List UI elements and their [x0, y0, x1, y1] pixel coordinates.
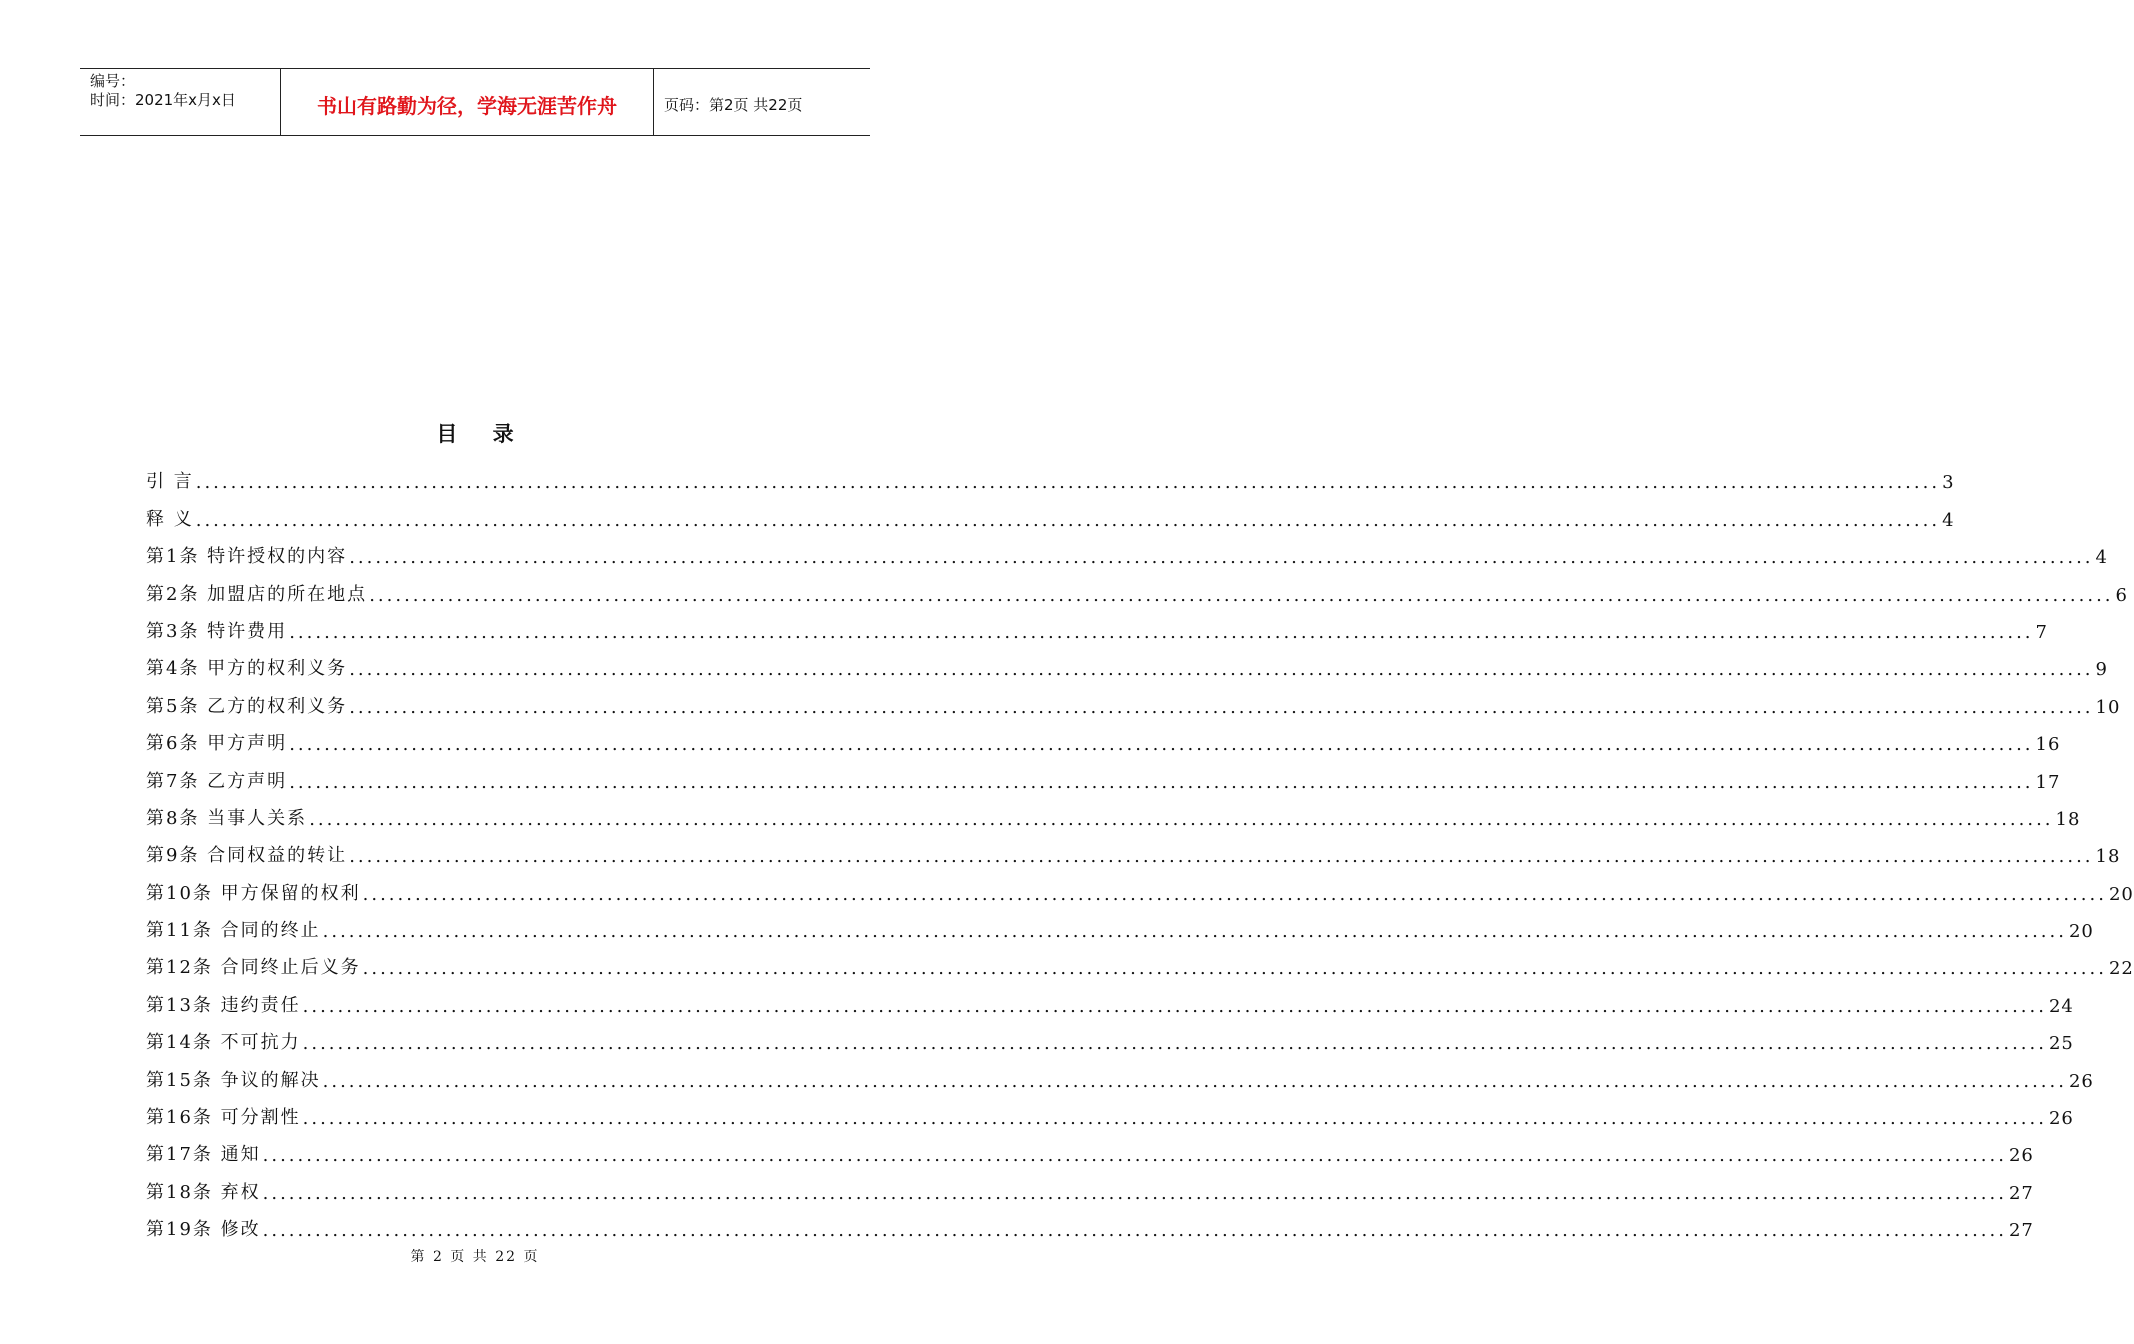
toc-entry-label: 第5条 乙方的权利义务: [146, 695, 348, 717]
page-header: [80, 68, 870, 136]
toc-dot-leader: ........................................................................................................................................................................................................: [349, 846, 2094, 868]
toc-entry-page: 17: [2035, 771, 2061, 793]
toc-entry[interactable]: [146, 979, 2074, 1017]
toc-entry[interactable]: [146, 1017, 2074, 1055]
toc-entry-page: 9: [2095, 659, 2108, 681]
toc-entry[interactable]: [146, 867, 2134, 905]
toc-dot-leader: ........................................................................................................................................................................................................: [262, 1220, 2007, 1242]
toc-dot-leader: ........................................................................................................................................................................................................: [362, 883, 2107, 905]
toc-entry-label: 第7条 乙方声明: [146, 770, 288, 792]
toc-dot-leader: ........................................................................................................................................................................................................: [349, 659, 2094, 681]
header-motto: 书山有路勤为径，学海无涯苦作舟: [281, 69, 654, 135]
toc-entry-label: 第14条 不可抗力: [146, 1032, 301, 1054]
toc-entry-page: 26: [2048, 1108, 2074, 1130]
toc-entry-page: 16: [2035, 734, 2061, 756]
toc-entry-page: 27: [2008, 1220, 2034, 1242]
toc-entry-page: 4: [1942, 509, 1955, 531]
toc-dot-leader: ........................................................................................................................................................................................................: [309, 808, 2054, 830]
toc-entry-page: 20: [2068, 921, 2094, 943]
toc-entry[interactable]: [146, 680, 2121, 718]
toc-dot-leader: ........................................................................................................................................................................................................: [349, 547, 2094, 569]
toc-entry[interactable]: [146, 718, 2061, 756]
toc-dot-leader: ........................................................................................................................................................................................................: [349, 696, 2094, 718]
toc-dot-leader: ........................................................................................................................................................................................................: [289, 771, 2034, 793]
toc-entry-label: 第9条 合同权益的转让: [146, 845, 348, 867]
toc-dot-leader: ........................................................................................................................................................................................................: [322, 921, 2067, 943]
toc-entry-label: 第13条 违约责任: [146, 994, 301, 1016]
toc-dot-leader: ........................................................................................................................................................................................................: [262, 1182, 2007, 1204]
toc-entry[interactable]: [146, 942, 2134, 980]
toc-title: 目 录: [436, 421, 528, 446]
toc-entry-label: 第1条 特许授权的内容: [146, 546, 348, 568]
header-page-info: 页码：第2页 共22页: [664, 95, 803, 114]
toc-entry-page: 22: [2108, 958, 2134, 980]
toc-dot-leader: ........................................................................................................................................................................................................: [322, 1070, 2067, 1092]
toc-entry-page: 25: [2048, 1033, 2074, 1055]
toc-entry[interactable]: [146, 1092, 2074, 1130]
toc-entry[interactable]: [146, 456, 1955, 494]
toc-entry-label: 第8条 当事人关系: [146, 807, 308, 829]
toc-entry-label: 释 义: [146, 508, 194, 530]
toc-dot-leader: ........................................................................................................................................................................................................: [262, 1145, 2007, 1167]
page-footer: 第 2 页 共 22 页: [410, 1249, 540, 1265]
toc-dot-leader: ........................................................................................................................................................................................................: [302, 1033, 2047, 1055]
toc-entry[interactable]: [146, 1054, 2094, 1092]
toc-entry[interactable]: [146, 905, 2094, 943]
toc-entry-page: 26: [2068, 1070, 2094, 1092]
toc-dot-leader: ........................................................................................................................................................................................................: [289, 734, 2034, 756]
toc-entry-page: 3: [1942, 472, 1955, 494]
toc-entry[interactable]: [146, 755, 2061, 793]
toc-entry[interactable]: [146, 1166, 2034, 1204]
document-number-label: 编号：: [90, 72, 136, 90]
toc-entry[interactable]: [146, 531, 2108, 569]
toc-entry-label: 第15条 争议的解决: [146, 1069, 321, 1091]
toc-entry[interactable]: [146, 1204, 2034, 1242]
toc-entry-page: 10: [2095, 696, 2121, 718]
toc-entry[interactable]: [146, 1129, 2034, 1167]
document-time-label: 时间：2021年x月x日: [90, 91, 236, 109]
toc-dot-leader: ........................................................................................................................................................................................................: [302, 995, 2047, 1017]
toc-entry-page: 27: [2008, 1182, 2034, 1204]
toc-entry-label: 第6条 甲方声明: [146, 733, 288, 755]
toc-entry-page: 7: [2035, 621, 2048, 643]
toc-dot-leader: ........................................................................................................................................................................................................: [362, 958, 2107, 980]
toc-entry-label: 第18条 弃权: [146, 1181, 261, 1203]
toc-entry-page: 4: [2095, 547, 2108, 569]
toc-entry-label: 第12条 合同终止后义务: [146, 957, 361, 979]
toc-dot-leader: ........................................................................................................................................................................................................: [195, 509, 1941, 531]
header-meta: [80, 69, 281, 135]
toc-entry-label: 第3条 特许费用: [146, 620, 288, 642]
toc-entry[interactable]: [146, 568, 2128, 606]
toc-entry-label: 第11条 合同的终止: [146, 920, 321, 942]
toc-entry[interactable]: [146, 493, 1955, 531]
toc-dot-leader: ........................................................................................................................................................................................................: [369, 584, 2114, 606]
toc-entry[interactable]: [146, 606, 2048, 643]
toc-entry-label: 第2条 加盟店的所在地点: [146, 583, 368, 605]
toc-entry-page: 18: [2095, 846, 2121, 868]
toc-entry-page: 18: [2055, 808, 2081, 830]
toc-entry-label: 第4条 甲方的权利义务: [146, 658, 348, 680]
toc-entry-label: 引 言: [146, 471, 194, 493]
toc-entry[interactable]: [146, 830, 2121, 868]
toc-dot-leader: ........................................................................................................................................................................................................: [302, 1108, 2047, 1130]
toc-entry-label: 第19条 修改: [146, 1219, 261, 1241]
toc-entry-page: 24: [2048, 995, 2074, 1017]
toc-entry-page: 6: [2115, 584, 2128, 606]
toc-dot-leader: ........................................................................................................................................................................................................: [195, 472, 1941, 494]
toc-entry[interactable]: [146, 643, 2108, 681]
table-of-contents: [146, 456, 2134, 1242]
toc-entry-label: 第16条 可分割性: [146, 1107, 301, 1129]
toc-entry-page: 26: [2008, 1145, 2034, 1167]
toc-entry-label: 第17条 通知: [146, 1144, 261, 1166]
toc-entry-label: 第10条 甲方保留的权利: [146, 882, 361, 904]
toc-entry-page: 20: [2108, 883, 2134, 905]
toc-dot-leader: ........................................................................................................................................................................................................: [289, 621, 2034, 643]
toc-entry[interactable]: [146, 793, 2081, 830]
